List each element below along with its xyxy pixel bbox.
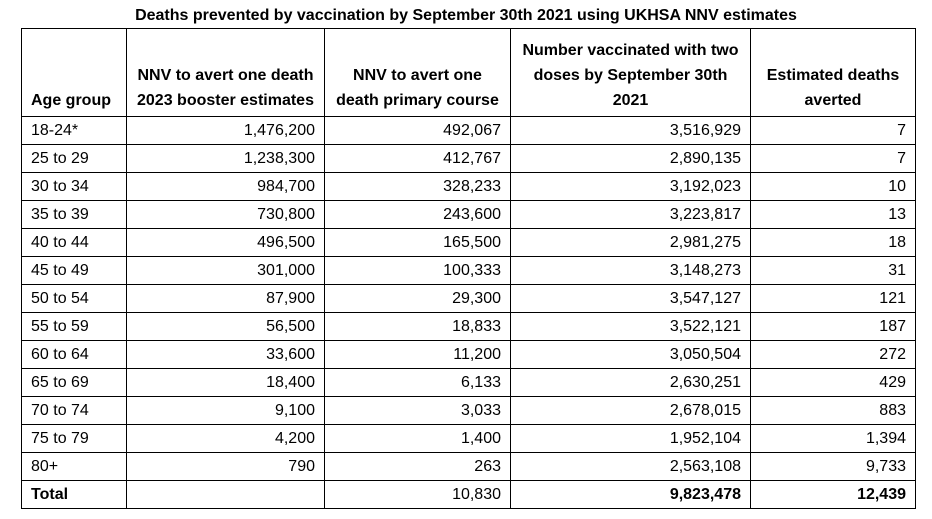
column-header-age-group: Age group: [22, 29, 127, 117]
column-header-deaths-averted: Estimated deaths averted: [751, 29, 916, 117]
age-group-cell: 25 to 29: [22, 145, 127, 173]
vaccinated-count-cell: 3,522,121: [511, 313, 751, 341]
deaths-averted-cell: 7: [751, 117, 916, 145]
vaccinated-count-cell: 2,563,108: [511, 453, 751, 481]
vaccinated-count-cell: 3,516,929: [511, 117, 751, 145]
deaths-averted-cell: 13: [751, 201, 916, 229]
table-row: [22, 201, 916, 229]
table-row: [22, 313, 916, 341]
table-row: [22, 285, 916, 313]
total-row: [22, 481, 916, 509]
table-row: [22, 453, 916, 481]
vaccinated-count-cell: 1,952,104: [511, 425, 751, 453]
nnv-primary-cell: 263: [325, 453, 511, 481]
vaccinated-count-cell: 3,223,817: [511, 201, 751, 229]
vaccinated-count-cell: 2,678,015: [511, 397, 751, 425]
nnv-primary-cell: 18,833: [325, 313, 511, 341]
deaths-averted-cell: 7: [751, 145, 916, 173]
nnv-primary-cell: 11,200: [325, 341, 511, 369]
vaccinated-count-cell: 2,981,275: [511, 229, 751, 257]
deaths-averted-cell: 9,733: [751, 453, 916, 481]
vaccinated-count-cell: 3,050,504: [511, 341, 751, 369]
table-row: [22, 425, 916, 453]
nnv-booster-cell: 9,100: [127, 397, 325, 425]
deaths-averted-cell: 429: [751, 369, 916, 397]
table-body: [22, 117, 916, 509]
nnv-booster-cell: 730,800: [127, 201, 325, 229]
nnv-primary-cell: 412,767: [325, 145, 511, 173]
deaths-averted-cell: 18: [751, 229, 916, 257]
column-header-nnv-primary: NNV to avert one death primary course: [325, 29, 511, 117]
column-header-nnv-booster: NNV to avert one death 2023 booster estimates: [127, 29, 325, 117]
age-group-cell: 65 to 69: [22, 369, 127, 397]
total-label-cell: Total: [22, 481, 127, 509]
vaccinated-count-cell: 2,630,251: [511, 369, 751, 397]
nnv-primary-cell: 492,067: [325, 117, 511, 145]
deaths-averted-cell: 187: [751, 313, 916, 341]
nnv-primary-cell: 328,233: [325, 173, 511, 201]
nnv-primary-cell: 100,333: [325, 257, 511, 285]
age-group-cell: 35 to 39: [22, 201, 127, 229]
table-row: [22, 397, 916, 425]
nnv-primary-cell: 3,033: [325, 397, 511, 425]
nnv-primary-cell: 165,500: [325, 229, 511, 257]
deaths-averted-cell: 10: [751, 173, 916, 201]
table-row: [22, 173, 916, 201]
total-deaths-averted-cell: 12,439: [751, 481, 916, 509]
nnv-booster-cell: 1,476,200: [127, 117, 325, 145]
table-row: [22, 341, 916, 369]
nnv-primary-cell: 1,400: [325, 425, 511, 453]
age-group-cell: 50 to 54: [22, 285, 127, 313]
table-row: [22, 257, 916, 285]
table-row: [22, 145, 916, 173]
age-group-cell: 80+: [22, 453, 127, 481]
vaccinated-count-cell: 2,890,135: [511, 145, 751, 173]
deaths-averted-cell: 272: [751, 341, 916, 369]
deaths-averted-cell: 883: [751, 397, 916, 425]
age-group-cell: 40 to 44: [22, 229, 127, 257]
nnv-booster-cell: 496,500: [127, 229, 325, 257]
deaths-averted-cell: 121: [751, 285, 916, 313]
header-row: [22, 29, 916, 117]
nnv-primary-cell: 243,600: [325, 201, 511, 229]
age-group-cell: 18-24*: [22, 117, 127, 145]
age-group-cell: 55 to 59: [22, 313, 127, 341]
nnv-booster-cell: 56,500: [127, 313, 325, 341]
column-header-number-vaccinated: Number vaccinated with two doses by September 30th 2021: [511, 29, 751, 117]
nnv-booster-cell: 790: [127, 453, 325, 481]
vaccinated-count-cell: 3,148,273: [511, 257, 751, 285]
nnv-table: [21, 28, 916, 509]
vaccinated-count-cell: 3,547,127: [511, 285, 751, 313]
age-group-cell: 70 to 74: [22, 397, 127, 425]
table-row: [22, 369, 916, 397]
age-group-cell: 30 to 34: [22, 173, 127, 201]
nnv-booster-cell: 984,700: [127, 173, 325, 201]
table-title: Deaths prevented by vaccination by September 30th 2021 using UKHSA NNV estimates: [135, 7, 797, 24]
deaths-averted-cell: 1,394: [751, 425, 916, 453]
nnv-booster-cell: 18,400: [127, 369, 325, 397]
nnv-booster-cell: 301,000: [127, 257, 325, 285]
age-group-cell: 45 to 49: [22, 257, 127, 285]
deaths-averted-cell: 31: [751, 257, 916, 285]
vaccinated-count-cell: 3,192,023: [511, 173, 751, 201]
total-vaccinated-cell: 9,823,478: [511, 481, 751, 509]
age-group-cell: 75 to 79: [22, 425, 127, 453]
age-group-cell: 60 to 64: [22, 341, 127, 369]
table-row: [22, 229, 916, 257]
nnv-primary-cell: 6,133: [325, 369, 511, 397]
nnv-booster-cell: 1,238,300: [127, 145, 325, 173]
nnv-booster-cell: 87,900: [127, 285, 325, 313]
nnv-primary-cell: 29,300: [325, 285, 511, 313]
nnv-booster-cell: 4,200: [127, 425, 325, 453]
table-row: [22, 117, 916, 145]
total-nnv-primary-cell: 10,830: [325, 481, 511, 509]
nnv-booster-cell: 33,600: [127, 341, 325, 369]
total-nnv-booster-cell: [127, 481, 325, 509]
